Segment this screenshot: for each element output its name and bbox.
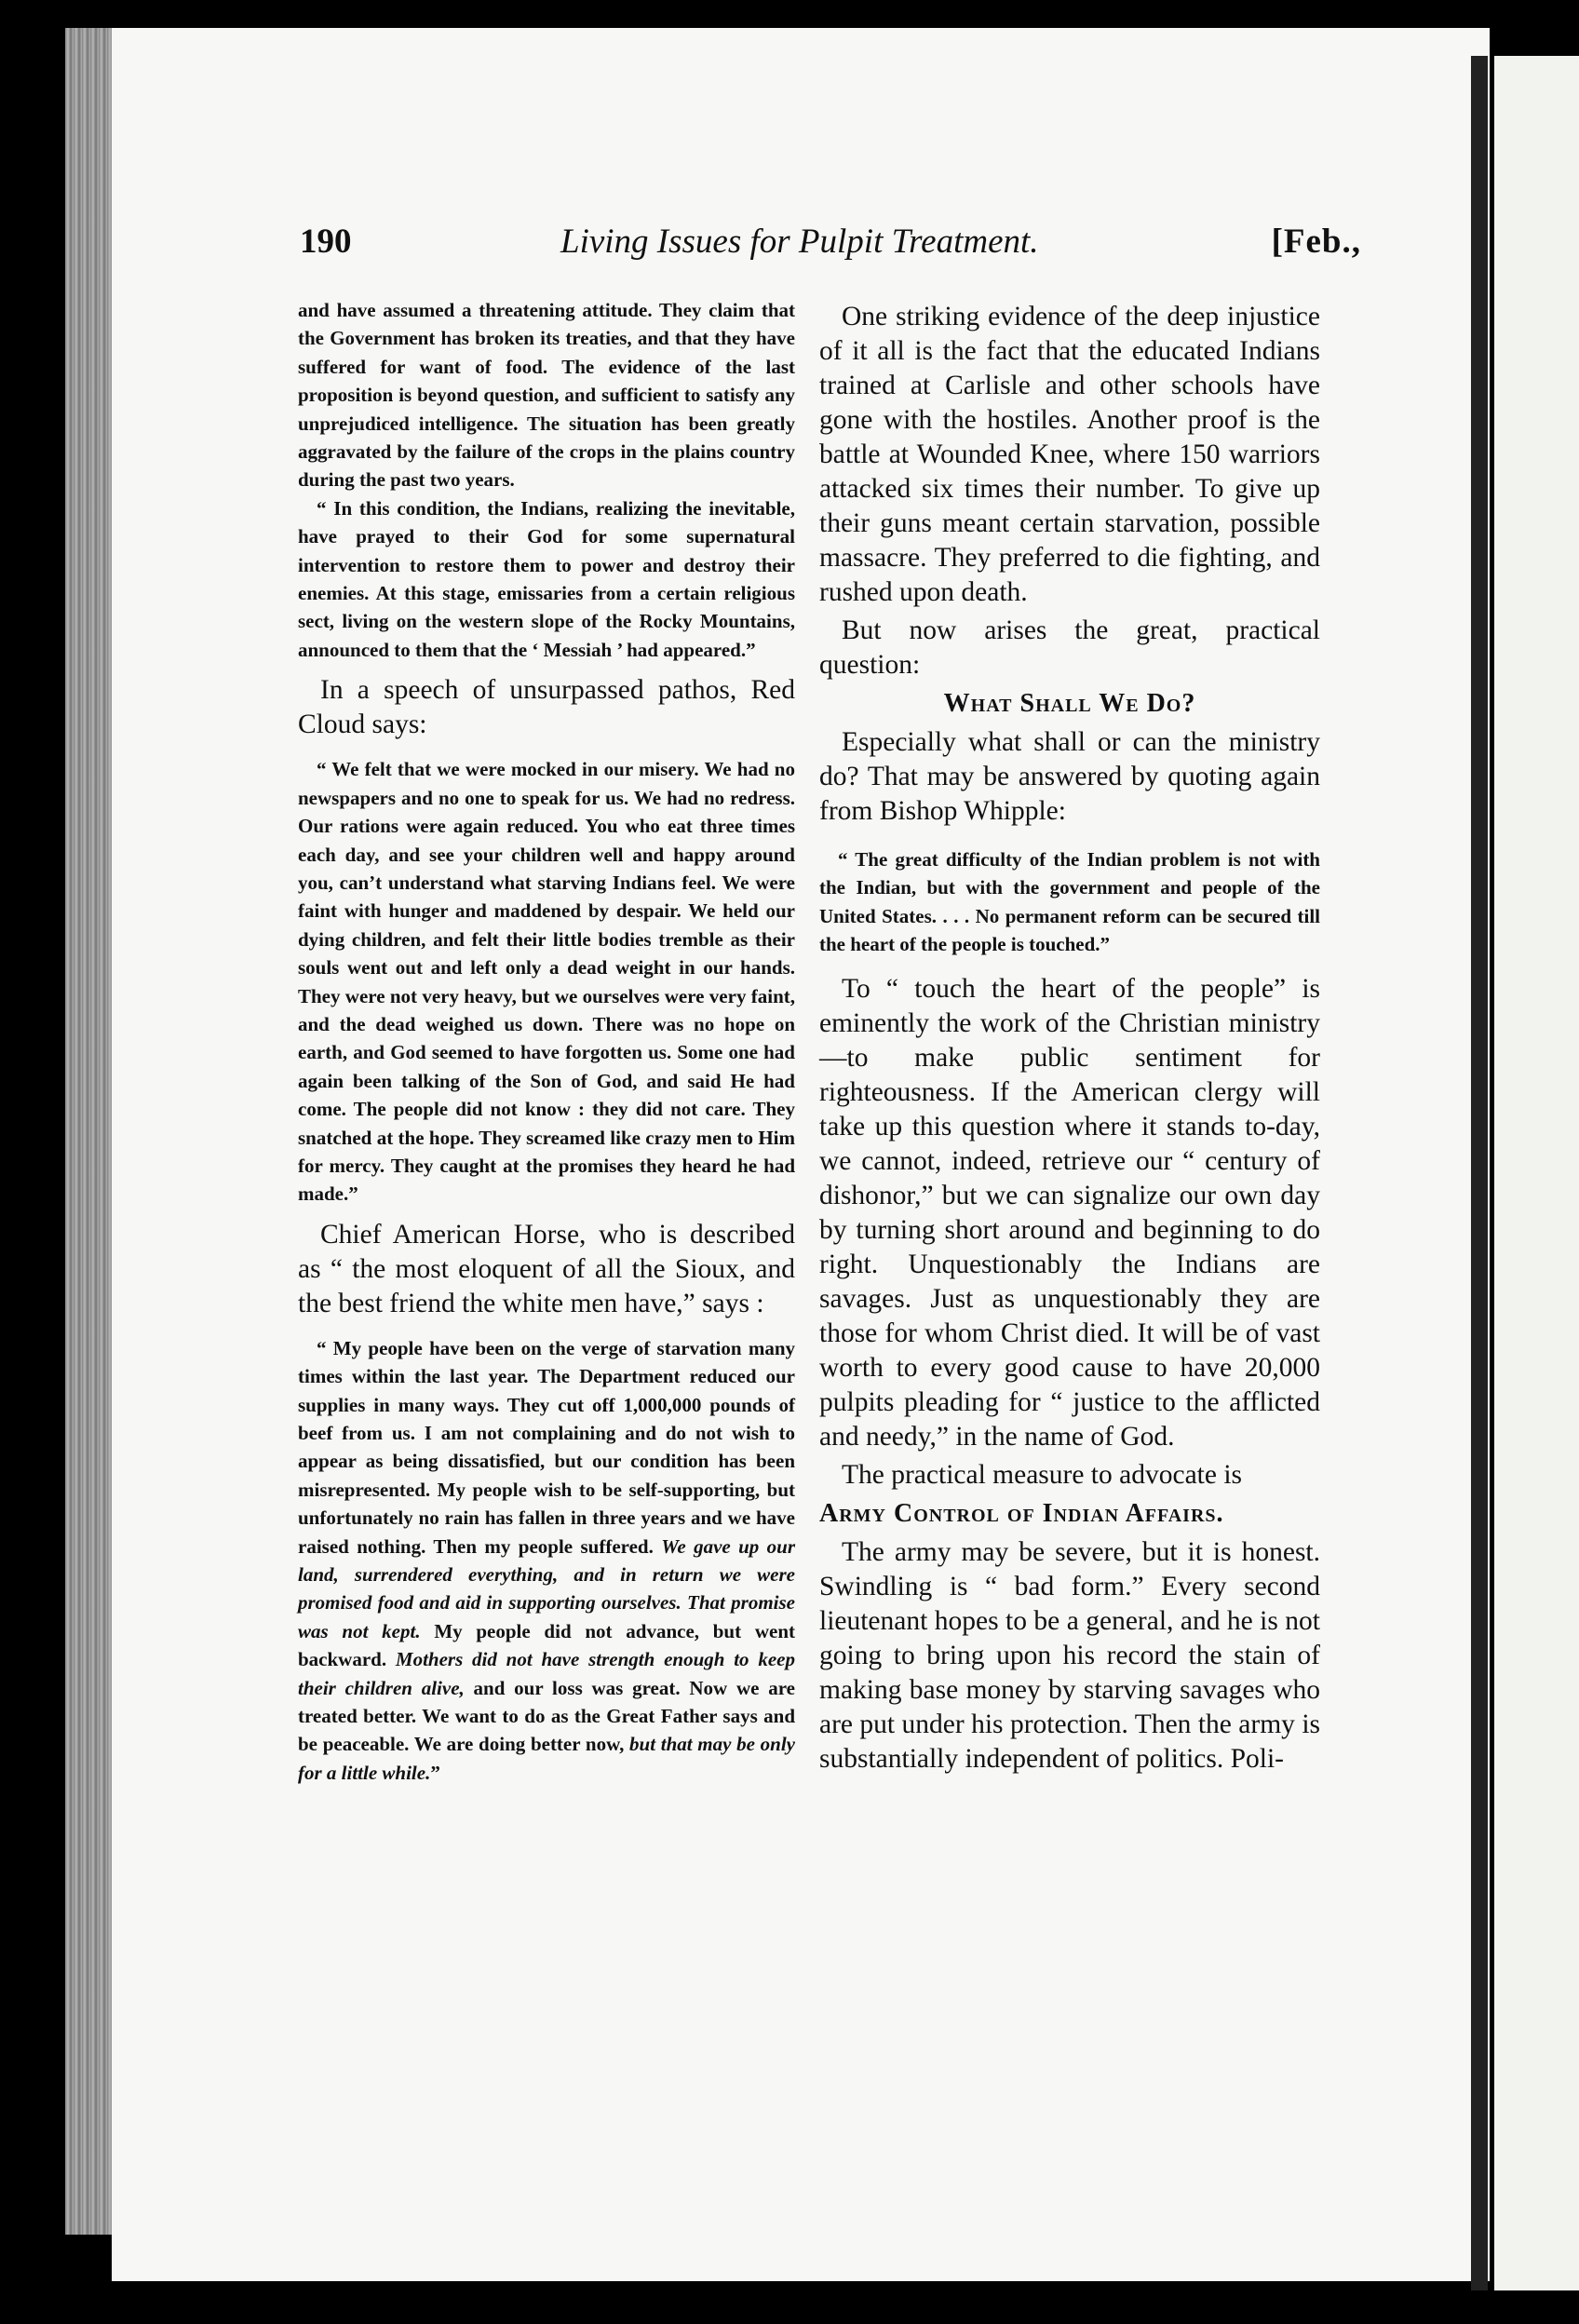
body-paragraph: Chief American Horse, who is described as “ the most eloquent of all the Sioux, and the best friend the white men have,” says : — [298, 1219, 795, 1318]
running-title: Living Issues for Pulpit Treatment. — [560, 223, 1039, 261]
body-paragraph: But now arises the great, practical question: — [819, 615, 1320, 680]
quote-text: and our loss was great. Now we are treated better. We want to do as the Great Father says and be peaceable. We are doing better now, — [298, 1676, 795, 1756]
quote-continuation: and have assumed a threatening attitude. They claim that the Government has broken its treaties, and that they have suffered for want of food. The evidence of the last proposition is beyond question, and sufficient to satisfy any unprejudiced intelligence. The situation has been greatly aggravated by the failure of the crops in the plains country during the past two years. — [298, 299, 795, 492]
quote-text: “ My people have been on the verge of starvation many times within the last year. The Department reduced our supplies in many ways. They cut off 1,000,000 pounds of beef from us. I am not complaining and do not wish to appear as being dissatisfied, but our condition has been misrepresented. My people wish to be self-supporting, but unfortunately no rain has fallen in three years and we have raised nothing. Then my people suffered. — [298, 1336, 795, 1558]
quote-paragraph: “ In this condition, the Indians, realizing the inevitable, have prayed to their God for some supernatural intervention to restore them to power and destroy their enemies. At this stage, emissaries from a certain religious sect, living on the western slope of the Rocky Mountains, announced to them that the ‘ Messiah ’ had appeared.” — [298, 496, 795, 661]
right-column — [819, 300, 1320, 1777]
quote-text: My people did not advance, but went backward. — [298, 1619, 795, 1671]
quote-close: ” — [430, 1761, 440, 1784]
page-number: 190 — [300, 223, 352, 261]
american-horse-quote — [298, 1334, 795, 1788]
quote-italic-text: Mothers did not have strength enough to keep their children alive, — [298, 1648, 795, 1699]
running-month: [Feb., — [1271, 223, 1361, 261]
quote-italic-text: We gave up our land, surrendered everything, and in return we were promised food and aid in supporting ourselves. That promise was not kept. — [298, 1534, 796, 1642]
body-paragraph: One striking evidence of the deep injustice of it all is the fact that the educated Indians trained at Carlisle and other schools have gone with the hostiles. Another proof is the battle at Wounded Knee, where 150 warriors attacked six times their number. To give up their guns meant certain starvation, possible massacre. They preferred to die fighting, and rushed upon death. — [819, 302, 1320, 607]
left-column — [298, 296, 795, 1787]
section-heading: What Shall We Do? — [943, 689, 1196, 718]
section-heading: Army Control of Indian Affairs. — [819, 1498, 1224, 1528]
quote-italic-text: but that may be only for a little while. — [298, 1733, 795, 1784]
whipple-quote: “ The great difficulty of the Indian problem is not with the Indian, but with the government and people of the United States. . . . No permanent reform can be secured till the heart of the people is touched.” — [819, 848, 1320, 956]
binding-shadow — [1471, 56, 1488, 2290]
body-paragraph: To “ touch the heart of the people” is eminently the work of the Christian ministry—to make public sentiment for righteousness. If the American clergy will take up this question where it stands to-day, we cannot, indeed, retrieve our “ century of dishonor,” but we can signalize our own day by turning short around and beginning to do right. Unquestionably the Indians are savages. Just as unquestionably they are those for whom Christ died. It will be of vast worth to every good cause to have 20,000 pulpits pleading for “ justice to the afflicted and needy,” in the name of God. — [819, 973, 1320, 1452]
body-paragraph: The army may be severe, but it is honest. Swindling is “ bad form.” Every second lieutenant hopes to be a general, and he is not going to bring upon his record the stain of making base money by starving savages who are put under his protection. Then the army is substantially independent of politics. Poli- — [819, 1536, 1320, 1774]
body-paragraph: In a speech of unsurpassed pathos, Red Cloud says: — [298, 675, 795, 740]
facing-page-edge — [1494, 56, 1579, 2290]
red-cloud-quote: “ We felt that we were mocked in our misery. We had no newspapers and no one to speak for us. We had no redress. Our rations were again reduced. You who eat three times each day, and see your children well and happy around you, can’t understand what starving Indians feel. We were faint with hunger and maddened by despair. We held our dying children, and felt their little bodies tremble as their souls went out and left only a dead weight in our hands. They were not very heavy, but we ourselves were very faint, and the dead weighed us down. There was no hope on earth, and God seemed to have forgotten us. Some one had again been talking of the Son of God, and said He had come. The people did not know : they did not care. They snatched at the hope. They screamed like crazy men to Him for mercy. They caught at the promises they heard he had made.” — [298, 758, 795, 1206]
body-paragraph: Especially what shall or can the ministry do? That may be answered by quoting again from Bishop Whipple: — [819, 727, 1320, 826]
page-header — [300, 222, 1361, 277]
body-paragraph: The practical measure to advocate is — [842, 1459, 1242, 1490]
